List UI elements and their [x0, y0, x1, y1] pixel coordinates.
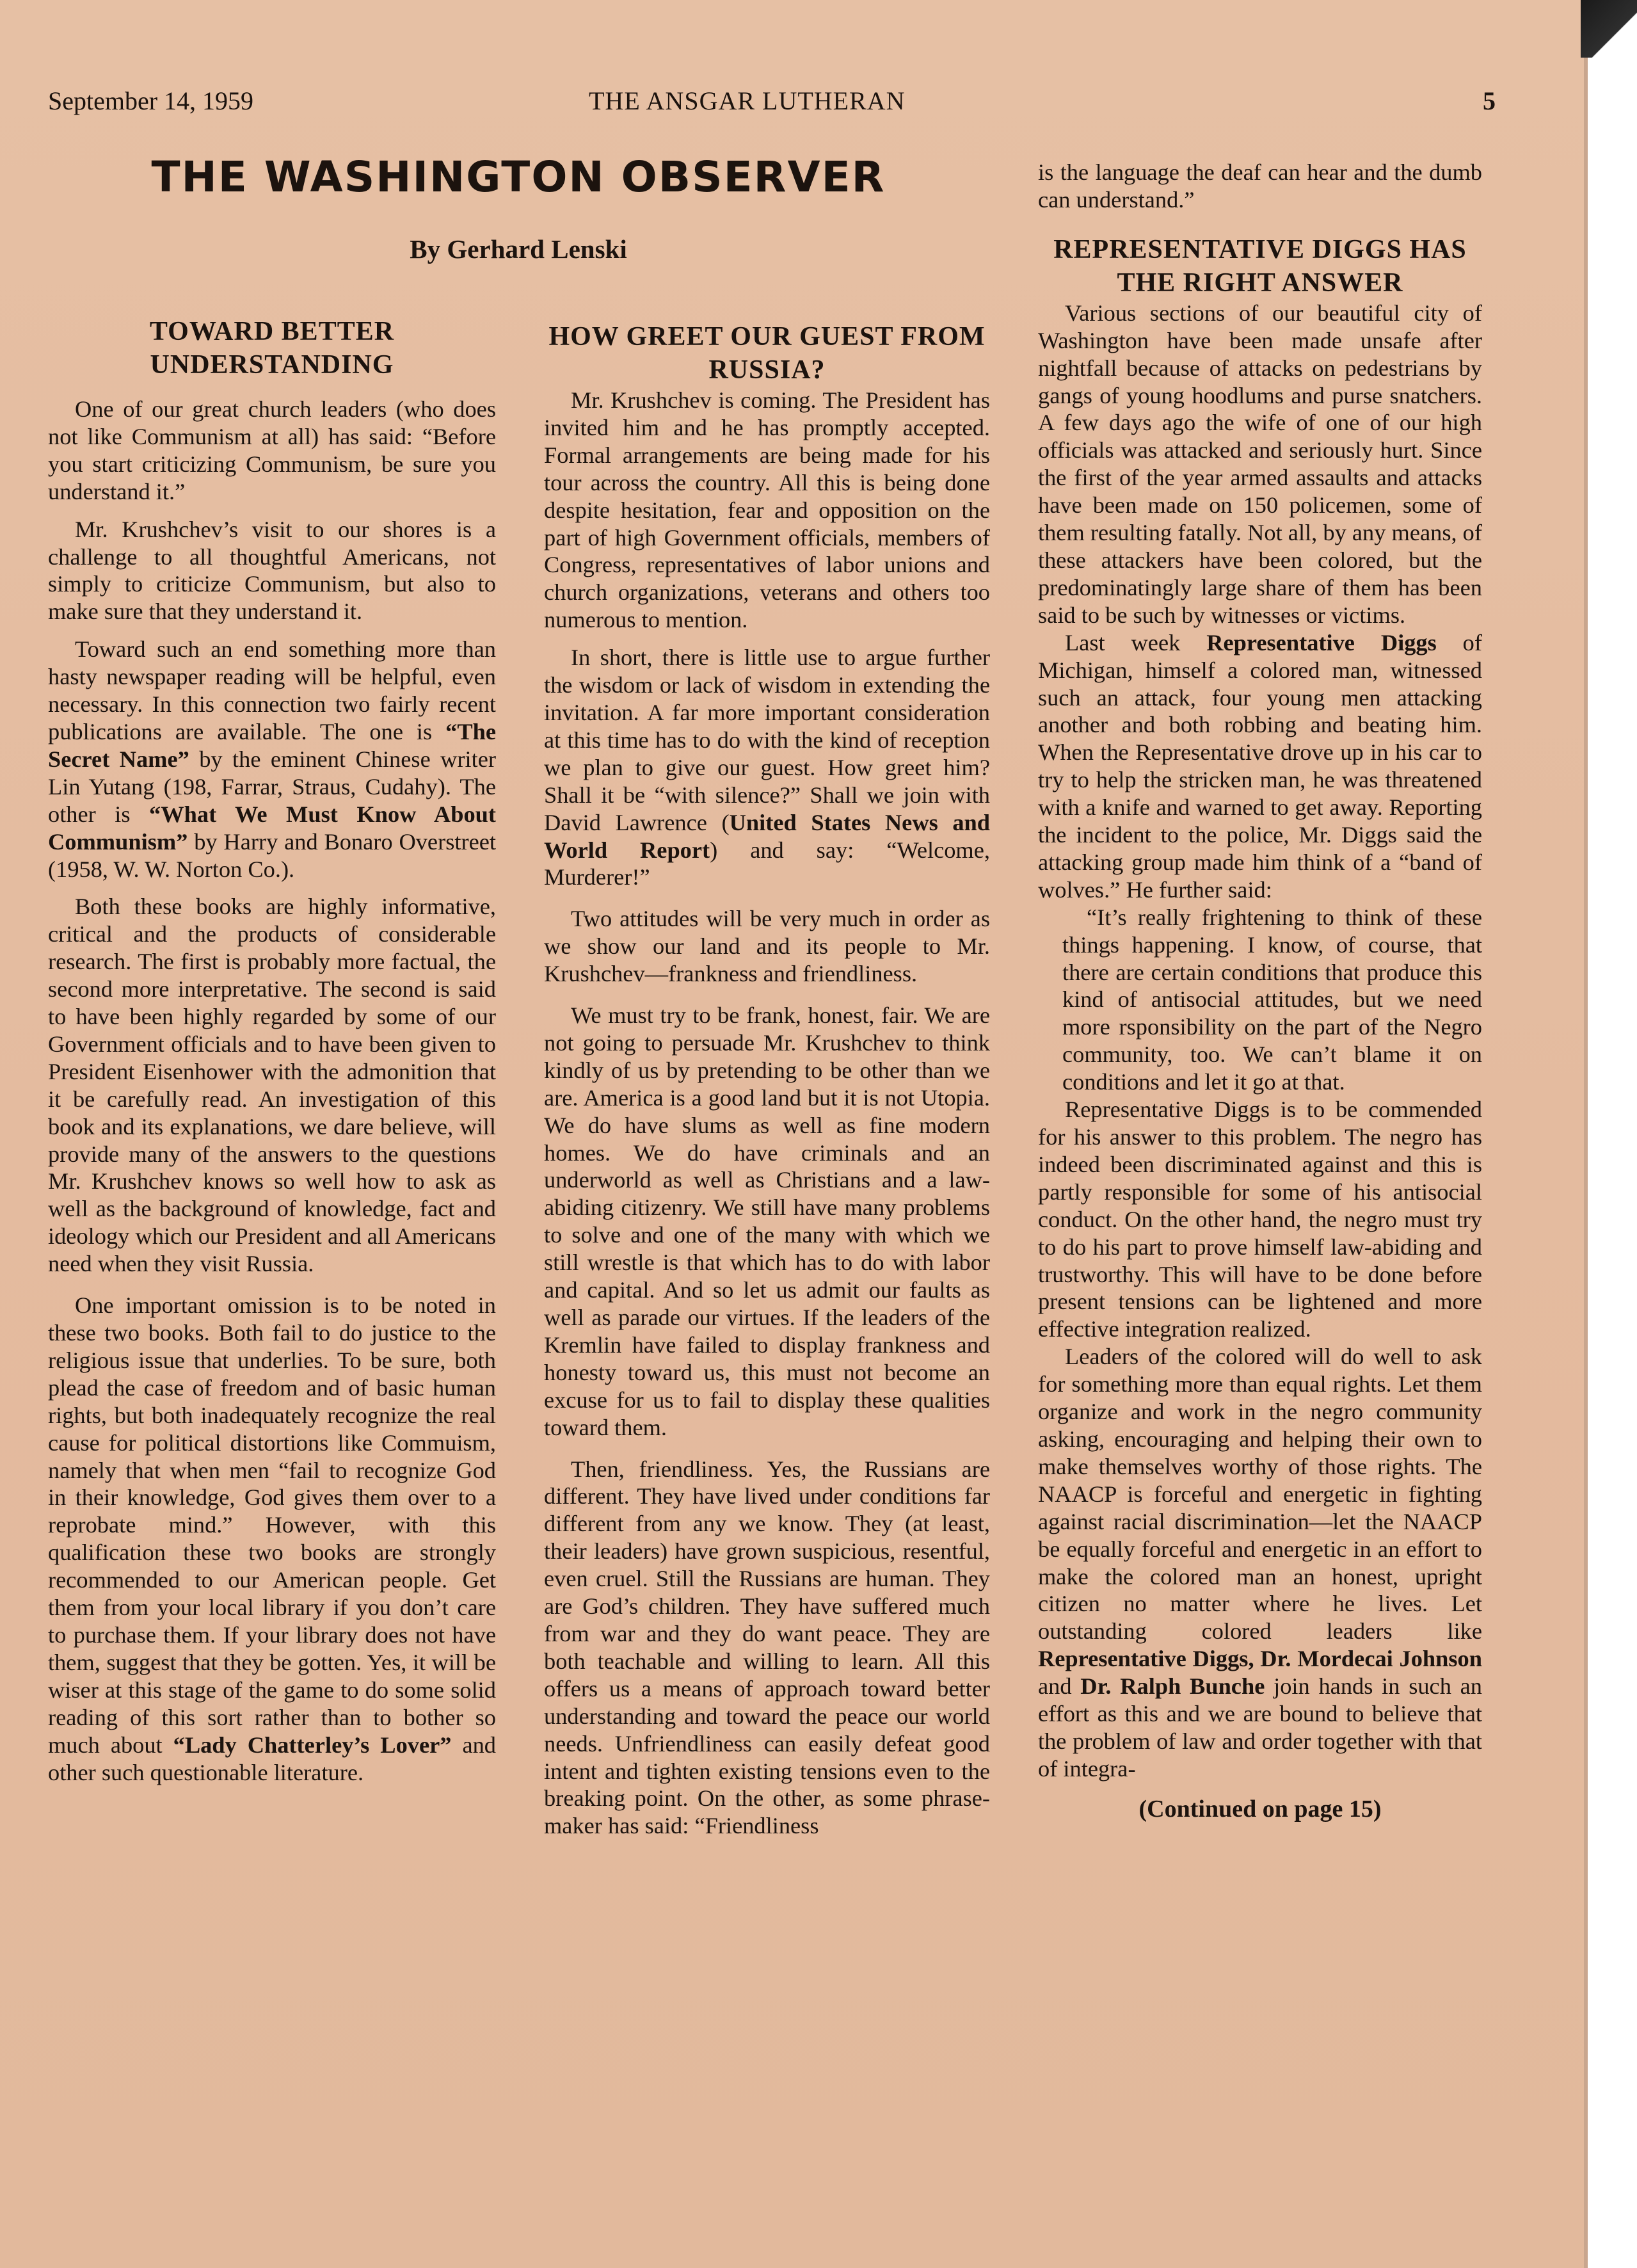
paragraph: One of our great church leaders (who does not like Communism at all) has said: “Before you start criticizing Communism, be sure you understand it.”	[48, 396, 496, 504]
person-name: Representative Diggs	[1206, 629, 1437, 655]
byline: By Gerhard Lenski	[410, 234, 627, 264]
article-heading-guest: HOW GREET OUR GUEST FROM RUSSIA?	[548, 322, 986, 385]
page-header	[48, 86, 1496, 124]
page-edge	[1584, 0, 1588, 2268]
article-column-3	[1038, 159, 1482, 1823]
paragraph: Various sections of our beautiful city of Washington have been made unsafe after nightfall because of attacks on pedestrians by gangs of young hoodlums and purse snatchers. A few days ago the wife of one of our high officials was attacked and seriously hurt. Since the first of the year armed assaults and attacks have been made on 150 policemen, some of them resulting fatally. Not all, by any means, of these attackers have been colored, but the predominatingly large share of them has been said to be such by witnesses or victims.	[1038, 300, 1482, 628]
page-number: 5	[1483, 86, 1496, 115]
column-masthead: THE WASHINGTON OBSERVER	[151, 152, 886, 202]
paragraph: Last week Representative Diggs of Michigan, himself a colored man, witnessed such an attack, four young men attacking another and both robbing and beating him. When the Representative drove up in his car to try to help the stricken man, he was threatened with a knife and warned to get away. Reporting the incident to the police, Mr. Diggs said the attacking group made him think of a “band of wolves.” He further said:	[1038, 629, 1482, 903]
paragraph: Representative Diggs is to be commended for his answer to this problem. The negro has indeed been discriminated against and this is partly responsible for some of his antisocial conduct. On the other hand, the negro must try to do his part to prove himself law-abiding and trustworthy. This will have to be done before present tensions can be lightened and more effective integration realized.	[1038, 1097, 1482, 1342]
paragraph: Leaders of the colored will do well to ask for something more than equal rights. Let them organize and work in the negro community asking, encouraging and helping their own to make themselves worthy of those rights. The NAACP is forceful and energetic in fighting against racial discrimination—let the NAACP be equally forceful and energetic in an effort to make the colored man an honest, upright citizen no matter where he lives. Let outstanding colored leaders like Representative Diggs, Dr. Mordecai Johnson and Dr. Ralph Bunche join hands in such an effort as this and we are bound to believe that the problem of law and order together with that of integra-	[1038, 1344, 1482, 1781]
continued-quote: is the language the deaf can hear and the dumb can understand.”	[1038, 159, 1482, 213]
paragraph: We must try to be frank, honest, fair. We are not going to persuade Mr. Krushchev to think kindly of us by pretending to be other than we are. America is a good land but it is not Utopia. We do have slums as well as fine modern homes. We do have criminals and an underworld as well as Christians and a law-abiding citizenry. We still have many problems to solve and one of the many with which we still wrestle is that which has to do with labor and capital. And so let us admit our faults as well as parade our virtues. If the leaders of the Kremlin have failed to display frankness and honesty toward us, this must not become an excuse for us to fail to display these qualities toward them.	[544, 1002, 990, 1440]
book-title: “The Secret Name”	[48, 718, 496, 772]
article-column-2	[544, 320, 990, 1840]
article-heading-understanding: TOWARD BETTER UNDERSTANDING	[149, 317, 395, 380]
book-title: “What We Must Know About Communism”	[48, 801, 496, 855]
paragraph: Two attitudes will be very much in order as we show our land and its people to Mr. Krushchev—frankness and friendliness.	[544, 906, 990, 987]
paragraph: Mr. Krushchev is coming. The President has invited him and he has promptly accepted. Formal arrangements are being made for his tour across the country. All this is being done despite hesitation, fear and opposition on the part of high Government officials, members of Congress, representatives of labor unions and church organizations, veterans and others too numerous to mention.	[544, 387, 990, 633]
article-heading-diggs: REPRESENTATIVE DIGGS HAS THE RIGHT ANSWER	[1053, 234, 1467, 298]
issue-date: September 14, 1959	[48, 86, 254, 115]
paragraph: One important omission is to be noted in these two books. Both fail to do justice to the religious issue that underlies. To be sure, both plead the case of freedom and of basic human rights, but both inadequately recognize the real cause for political distortions like Commuism, namely that when men “fail to recognize God in their knowledge, God gives them over to a reprobate mind.” However, with this qualification these two books are strongly recommended to our American people. Get them from your local library if you don’t care to purchase them. If your library does not have them, suggest that they be gotten. Yes, it will be wiser at this stage of the game to do some solid reading of this sort rather than to bother so much about “Lady Chatterley’s Lover” and other such questionable literature.	[48, 1292, 496, 1785]
article-column-1	[48, 315, 496, 1786]
person-name: Representative Diggs, Dr. Mordecai Johnson	[1038, 1646, 1482, 1672]
person-name: Dr. Ralph Bunche	[1080, 1673, 1265, 1700]
scan-corner	[1581, 0, 1637, 58]
paragraph: Mr. Krushchev’s visit to our shores is a challenge to all thoughtful Americans, not simply to criticize Communism, but also to make sure that they understand it.	[48, 516, 496, 625]
publication-reference: United States News and World Report	[544, 809, 990, 863]
publication-name: THE ANSGAR LUTHERAN	[589, 86, 906, 115]
paragraph: Both these books are highly informative, critical and the products of considerable research. The first is probably more factual, the second more interpretative. The second is said to have been highly regarded by some of our Government officials and to have been given to President Eisenhower with the admonition that it be carefully read. An investigation of this book and its explanations, we dare believe, will provide many of the answers to the questions Mr. Krushchev knows so well how to ask as well as the background of knowledge, fact and ideology which our President and all Americans need when they visit Russia.	[48, 894, 496, 1277]
paragraph: In short, there is little use to argue further the wisdom or lack of wisdom in extending the invitation. A far more important consideration at this time has to do with the kind of reception we plan to give our guest. How greet him? Shall it be “with silence?” Shall we join with David Lawrence (United States News and World Report) and say: “Welcome, Murderer!”	[544, 645, 990, 890]
paragraph: Toward such an end something more than hasty newspaper reading will be helpful, even necessary. In this connection two fairly recent publications are available. The one is “The Secret Name” by the eminent Chinese writer Lin Yutang (198, Farrar, Straus, Cudahy). The other is “What We Must Know About Communism” by Harry and Bonaro Overstreet (1958, W. W. Norton Co.).	[48, 636, 497, 882]
paragraph: Then, friendliness. Yes, the Russians are different. They have lived under conditions far different from any we know. They (at least, their leaders) have grown suspicious, resentful, even cruel. Still the Russians are human. They are God’s children. They have suffered much from war and they do want peace. They are both teachable and willing to learn. All this offers us a means of approach toward better understanding and toward the peace our world needs. Unfriendliness can easily defeat good intent and tighten existing tensions even to the breaking point. On the other, as some phrase-maker has said: “Friendliness	[544, 1456, 990, 1839]
continued-note: (Continued on page 15)	[1138, 1795, 1382, 1822]
block-quote: “It’s really frightening to think of these things happening. I know, of course, that there are certain conditions that produce this kind of antisocial attitudes, but we need more rsponsibility on the part of the Negro community, too. We can’t blame it on conditions and let it go at that.	[1062, 904, 1482, 1095]
book-title: “Lady Chatterley’s Lover”	[173, 1732, 452, 1758]
